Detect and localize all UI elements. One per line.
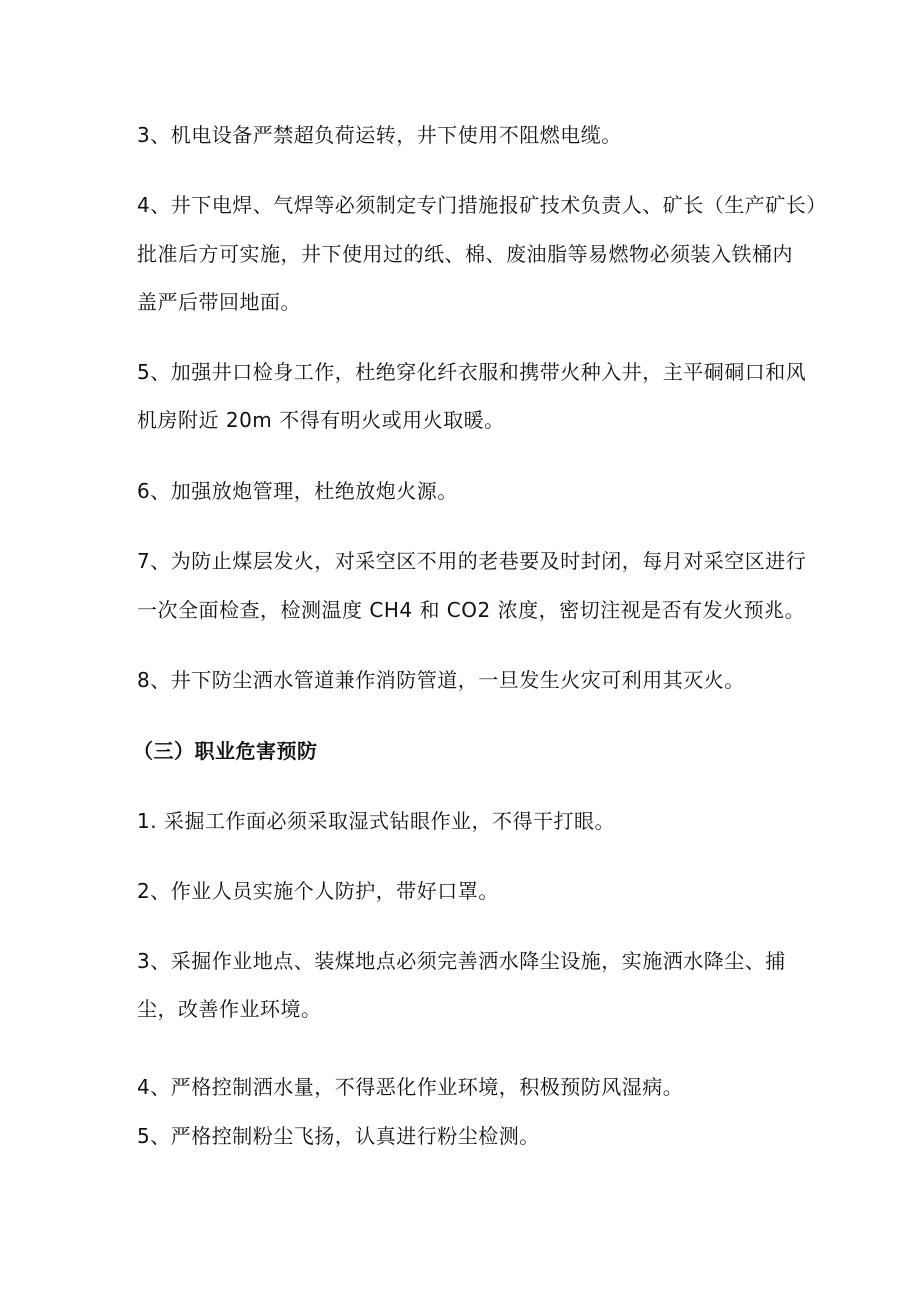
paragraph-line: 批准后方可实施，井下使用过的纸、棉、废油脂等易燃物必须装入铁桶内 [137, 242, 793, 266]
paragraph-line: 一次全面检查，检测温度 CH4 和 CO2 浓度，密切注视是否有发火预兆。 [137, 598, 806, 622]
paragraph-line: 2、作业人员实施个人防护，带好口罩。 [137, 879, 499, 903]
paragraph-line: 盖严后带回地面。 [137, 290, 301, 314]
paragraph-line: 机房附近 20m 不得有明火或用火取暖。 [137, 408, 505, 432]
paragraph-line: 尘，改善作业环境。 [137, 997, 322, 1021]
paragraph-line: 8、井下防尘洒水管道兼作消防管道，一旦发生火灾可利用其灭火。 [137, 668, 745, 692]
paragraph-line: 3、采掘作业地点、装煤地点必须完善洒水降尘设施，实施洒水降尘、捕 [137, 949, 786, 973]
paragraph-line: 7、为防止煤层发火，对采空区不用的老巷要及时封闭，每月对采空区进行 [137, 549, 807, 573]
paragraph-line: 5、严格控制粉尘飞扬，认真进行粉尘检测。 [137, 1124, 540, 1148]
paragraph-line: 4、井下电焊、气焊等必须制定专门措施报矿技术负责人、矿长（生产矿长） [137, 193, 827, 217]
paragraph-line: 6、加强放炮管理，杜绝放炮火源。 [137, 479, 458, 503]
paragraph-line: 1. 采掘工作面必须采取湿式钻眼作业，不得干打眼。 [137, 809, 615, 833]
paragraph-line: 3、机电设备严禁超负荷运转，井下使用不阻燃电缆。 [137, 123, 622, 147]
paragraph-line: 4、严格控制洒水量，不得恶化作业环境，积极预防风湿病。 [137, 1075, 684, 1099]
paragraph-line: 5、加强井口检身工作，杜绝穿化纤衣服和携带火种入井，主平硐硐口和风 [137, 360, 807, 384]
section-heading: （三）职业危害预防 [133, 739, 318, 763]
